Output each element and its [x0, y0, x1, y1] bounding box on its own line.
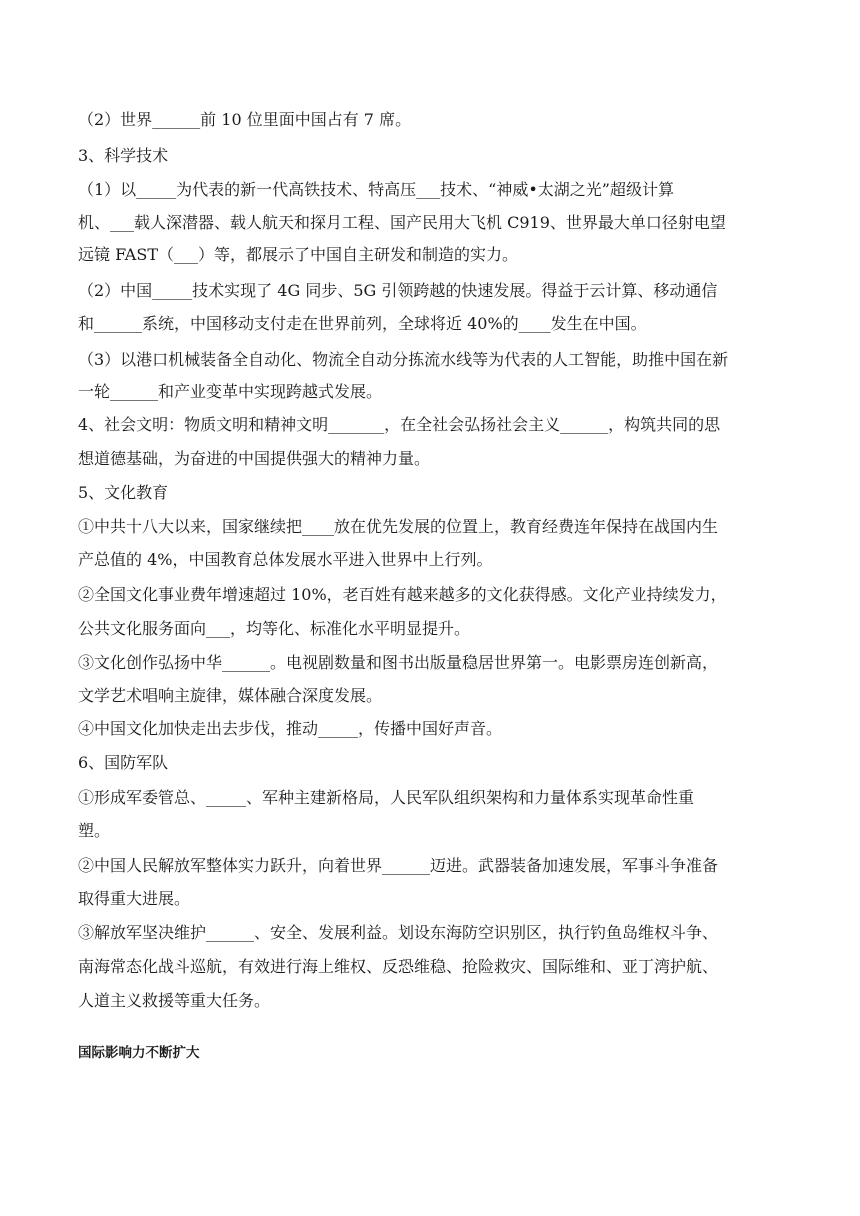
text-line: 南海常态化战斗巡航，有效进行海上维权、反恐维稳、抢险救灾、国际维和、亚丁湾护航、 — [78, 957, 719, 976]
section-heading: 国际影响力不断扩大 — [78, 1045, 200, 1061]
text-line: 一轮______和产业变革中实现跨越式发展。 — [78, 382, 383, 401]
section-title: 5、文化教育 — [78, 483, 169, 502]
section-title: 6、国防军队 — [78, 753, 169, 772]
text-line: 远镜 FAST（___）等，都展示了中国自主研发和制造的实力。 — [78, 245, 518, 264]
text-line: 人道主义救援等重大任务。 — [78, 991, 271, 1010]
text-line: （2）世界______前 10 位里面中国占有 7 席。 — [78, 110, 412, 129]
text-line: 塑。 — [78, 821, 111, 840]
text-line: ③文化创作弘扬中华______。电视剧数量和图书出版量稳居世界第一。电影票房连创新高， — [78, 653, 719, 672]
text-line: ①形成军委管总、_____、军种主建新格局，人民军队组织架构和力量体系实现革命性重 — [78, 788, 695, 807]
text-line: 机、___载人深潜器、载人航天和探月工程、国产民用大飞机 C919、世界最大单口径射电望 — [78, 213, 726, 232]
text-line: （1）以_____为代表的新一代高铁技术、特高压___技术、“神威•太湖之光”超级计算 — [78, 180, 674, 199]
section-title: 3、科学技术 — [78, 146, 169, 165]
text-line: 取得重大进展。 — [78, 889, 191, 908]
text-line: ④中国文化加快走出去步伐，推动_____，传播中国好声音。 — [78, 719, 503, 738]
text-line: ②全国文化事业费年增速超过 10%，老百姓有越来越多的文化获得感。文化产业持续发力， — [78, 585, 727, 604]
text-line: 文学艺术唱响主旋律，媒体融合深度发展。 — [78, 686, 383, 705]
text-line: 想道德基础，为奋进的中国提供强大的精神力量。 — [78, 449, 431, 468]
text-line: 产总值的 4%，中国教育总体发展水平进入世界中上行列。 — [78, 550, 493, 569]
text-line: 公共文化服务面向___，均等化、标准化水平明显提升。 — [78, 619, 471, 638]
text-line: ③解放军坚决维护______、安全、发展利益。划设东海防空识别区，执行钓鱼岛维权斗争、 — [78, 923, 719, 942]
text-line: （3）以港口机械装备全自动化、物流全自动分拣流水线等为代表的人工智能，助推中国在新 — [78, 350, 729, 369]
text-line: 4、社会文明：物质文明和精神文明_______，在全社会弘扬社会主义______，构筑共同的思 — [78, 415, 721, 434]
text-line: 和______系统，中国移动支付走在世界前列，全球将近 40%的____发生在中国。 — [78, 314, 647, 333]
text-line: ①中共十八大以来，国家继续把____放在优先发展的位置上，教育经费连年保持在战国内生 — [78, 517, 719, 536]
text-line: ②中国人民解放军整体实力跃升，向着世界______迈进。武器装备加速发展，军事斗争准备 — [78, 856, 719, 875]
text-line: （2）中国_____技术实现了 4G 同步、5G 引领跨越的快速发展。得益于云计算、移动通信 — [78, 281, 718, 300]
